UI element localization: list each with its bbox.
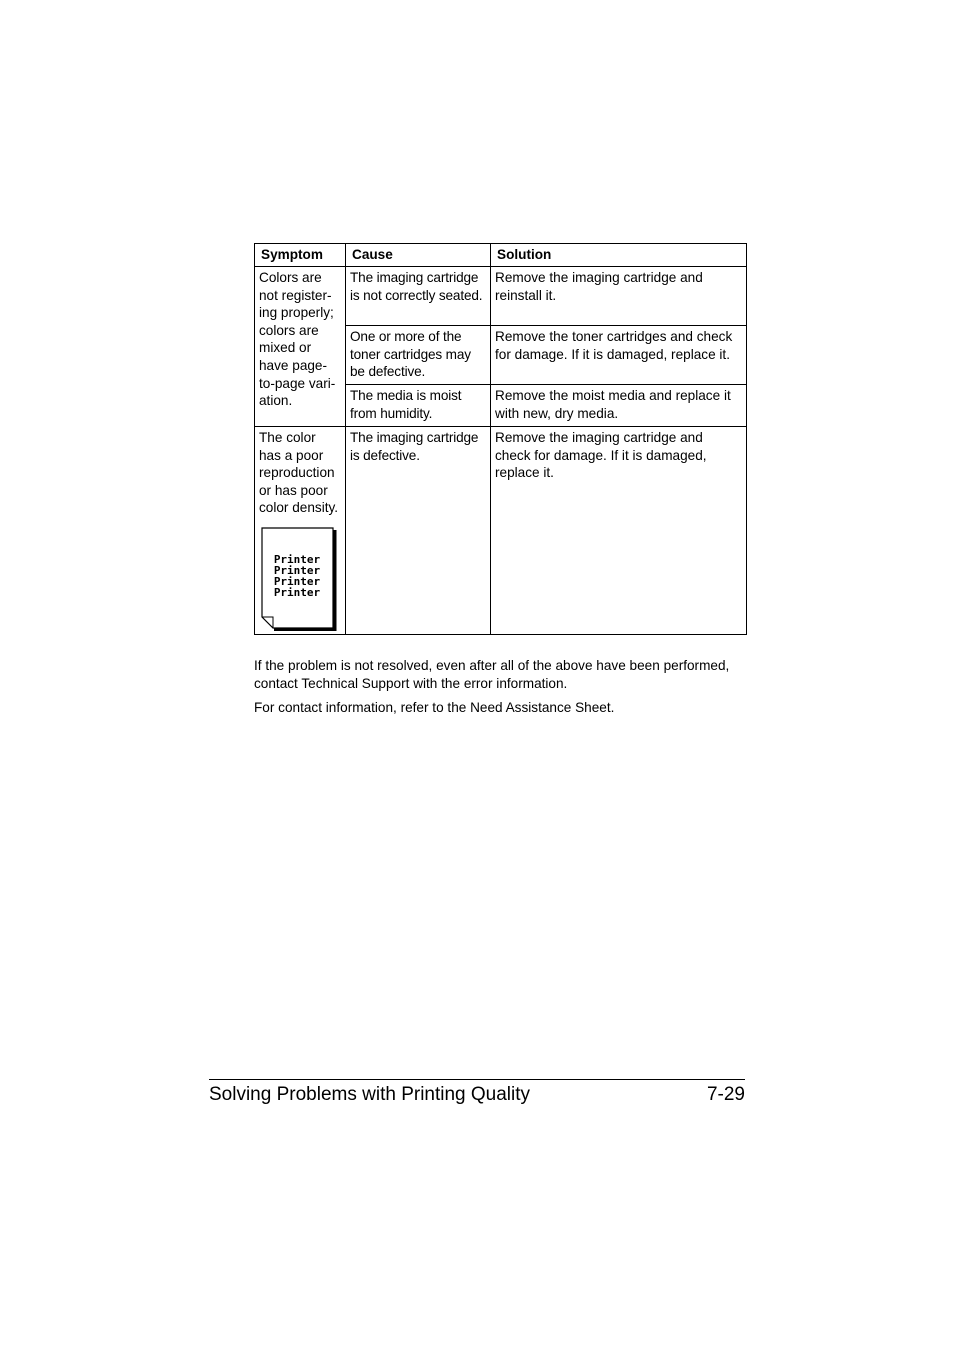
solution-cell: Remove the imaging cartridge and reinstall it. bbox=[491, 267, 747, 326]
cause-cell: The media is moist from humidity. bbox=[346, 385, 491, 427]
footer-section-title: Solving Problems with Printing Quality bbox=[209, 1084, 531, 1105]
solution-cell: Remove the moist media and replace it with new, dry media. bbox=[491, 385, 747, 427]
sample-text-line: Printer bbox=[273, 585, 321, 599]
header-symptom: Symptom bbox=[255, 244, 346, 267]
cause-cell: One or more of the toner cartridges may be defective. bbox=[346, 326, 491, 385]
symptom-cell-with-sample bbox=[255, 427, 346, 635]
contact-note: For contact information, refer to the Need Assistance Sheet. bbox=[254, 700, 615, 715]
sample-text-line: Printer bbox=[273, 563, 321, 577]
solution-cell: Remove the imaging cartridge and check for damage. If it is damaged, replace it. bbox=[491, 427, 747, 635]
cause-cell: The imaging cartridge is defective. bbox=[346, 427, 491, 635]
faded-print-sample-icon bbox=[261, 527, 337, 631]
symptom-text: The color has a poor reproduction or has poor color density. bbox=[259, 430, 339, 516]
header-solution: Solution bbox=[491, 244, 747, 267]
sample-text-line: Printer bbox=[273, 552, 321, 566]
footer-divider bbox=[209, 1079, 745, 1080]
header-cause: Cause bbox=[346, 244, 491, 267]
solution-cell: Remove the toner cartridges and check for damage. If it is damaged, replace it. bbox=[491, 326, 747, 385]
table-row bbox=[255, 267, 747, 326]
sample-text-line: Printer bbox=[273, 574, 321, 588]
table-row bbox=[255, 427, 747, 635]
unresolved-note: If the problem is not resolved, even after all of the above have been performed, contact Technical Support with the error information. bbox=[254, 658, 730, 691]
troubleshooting-table bbox=[254, 243, 747, 635]
table-header-row bbox=[255, 244, 747, 267]
footer-page-number: 7-29 bbox=[706, 1084, 745, 1105]
symptom-cell: Colors are not registering properly; colors are mixed or have page-to-page variation. bbox=[255, 267, 346, 427]
cause-cell: The imaging cartridge is not correctly seated. bbox=[346, 267, 491, 326]
